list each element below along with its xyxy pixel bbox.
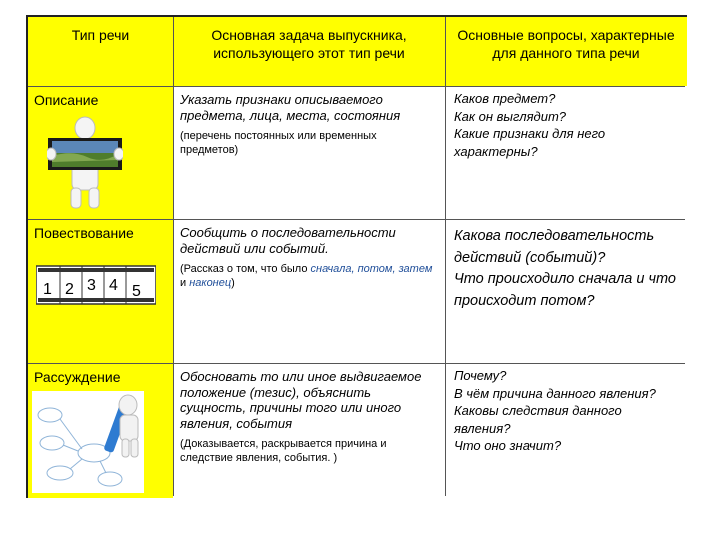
question-item: Что оно значит? [454, 438, 562, 453]
task-note: (перечень постоянных или временных предметов) [180, 130, 377, 156]
filmstrip-icon [36, 254, 156, 314]
question-item: Как он выглядит? [454, 108, 567, 124]
filmstrip-number: 4 [109, 277, 118, 294]
row-narration-questions [445, 219, 687, 363]
row-type-label: Рассуждение [34, 369, 121, 385]
question-item: Каковы следствия данного явления? [454, 403, 622, 436]
question-item: Какие признаки для него характерны? [454, 126, 606, 159]
question-item: Что происходило сначала и что происходит потом? [454, 271, 676, 309]
person-drawing-mind-map-icon [32, 391, 144, 493]
row-narration-task [173, 219, 445, 363]
question-item: Почему? [454, 368, 507, 383]
row-narration-type [28, 219, 173, 363]
task-text: Указать признаки описываемого предмета, лица, места, состояния [180, 92, 401, 123]
task-text: Обосновать то или иное выдвигаемое положение (тезис), объяснить сущность, причины того или иного явления, события [180, 369, 422, 431]
header-questions: Основные вопросы, характерные для данного типа речи [445, 17, 687, 86]
task-text: Сообщить о последовательности действий или событий. [180, 225, 396, 256]
question-item: В чём причина данного явления? [454, 385, 656, 401]
row-description-questions [445, 86, 687, 219]
filmstrip-number: 2 [65, 281, 74, 298]
filmstrip-number: 5 [132, 283, 141, 300]
filmstrip-number: 1 [43, 281, 52, 298]
question-item: Каков предмет? [454, 91, 556, 106]
task-note: (Доказывается, раскрывается причина и следствие явления, события. ) [180, 438, 387, 464]
filmstrip-number: 3 [87, 277, 96, 294]
row-type-label: Описание [34, 92, 99, 108]
header-task: Основная задача выпускника, использующего этот тип речи [173, 17, 445, 86]
speech-types-table [26, 15, 687, 498]
column-divider [173, 17, 174, 496]
row-description-task [173, 86, 445, 219]
row-divider [28, 86, 685, 87]
row-divider [28, 363, 685, 364]
row-type-label: Повествование [34, 225, 134, 241]
question-item: Какова последовательность действий (событий)? [454, 228, 655, 266]
row-reasoning-task [173, 363, 445, 498]
row-reasoning-type [28, 363, 173, 498]
person-holding-landscape-picture-icon [47, 116, 123, 212]
column-divider [445, 17, 446, 496]
row-description-type [28, 86, 173, 219]
header-type: Тип речи [28, 17, 173, 86]
task-note: (Рассказ о том, что было сначала, потом, затем и наконец) [180, 263, 433, 289]
row-reasoning-questions [445, 363, 687, 498]
row-divider [28, 219, 685, 220]
